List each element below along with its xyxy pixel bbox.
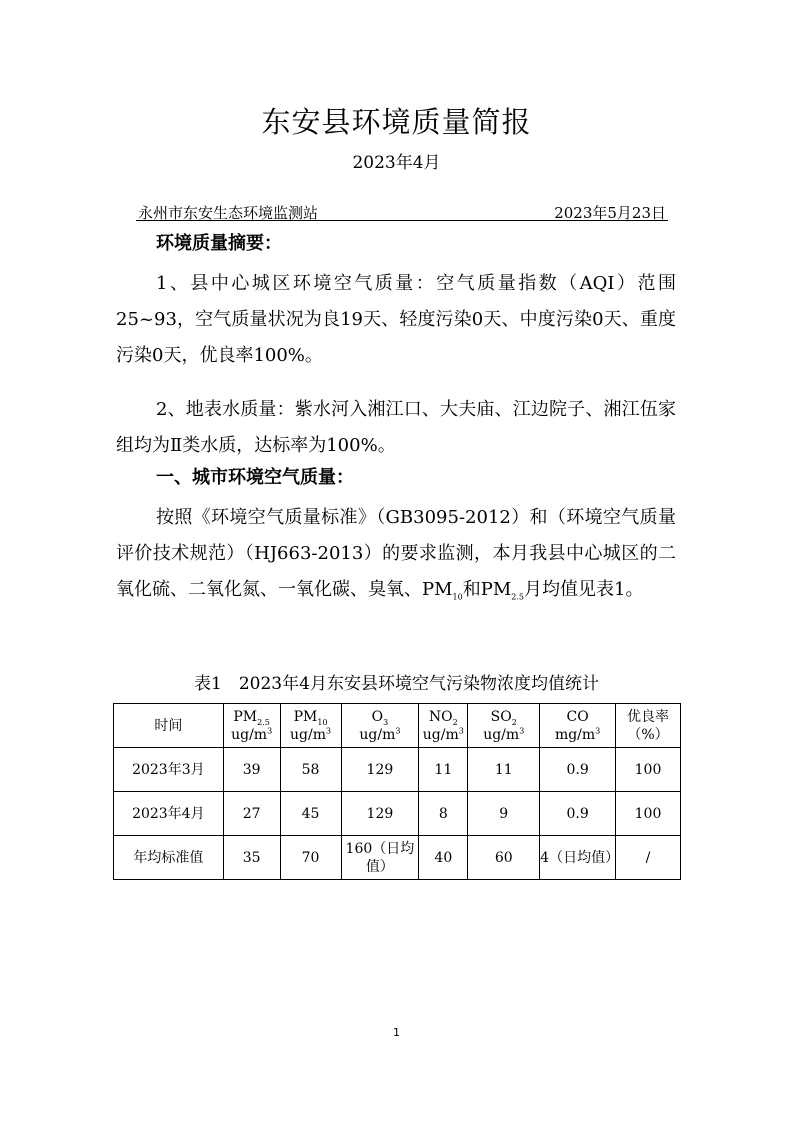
cell-pm10: 70 — [280, 836, 341, 880]
cell-pm25: 27 — [223, 792, 280, 836]
summary-air-quality: 1、县中心城区环境空气质量：空气质量指数（AQI）范围25~93，空气质量状况为良19天、轻度污染0天、中度污染0天、重度污染0天，优良率100%。 — [116, 273, 676, 366]
table-header-row — [114, 704, 681, 748]
report-month: 2023年4月 — [352, 153, 441, 173]
cell-time: 2023年4月 — [114, 792, 224, 836]
cell-no2: 8 — [419, 792, 468, 836]
pm25-label: $PM_{2.5}$ — [480, 579, 525, 602]
section1-intro — [116, 500, 676, 608]
pm10-label: $PM_{10}$ — [422, 579, 463, 602]
cell-rate: / — [616, 836, 681, 880]
header-time: 时间 — [114, 704, 224, 748]
table-row — [114, 836, 681, 880]
table-caption: 表1 2023年4月东安县环境空气污染物浓度均值统计 — [194, 674, 599, 694]
pollutant-table — [113, 703, 681, 880]
cell-no2: 40 — [419, 836, 468, 880]
page-number: 1 — [393, 1026, 400, 1039]
page-title: 东安县环境质量简报 — [261, 105, 532, 139]
cell-co: 0.9 — [540, 792, 616, 836]
table-row — [114, 748, 681, 792]
organization-name: 永州市东安生态环境监测站 — [138, 204, 319, 222]
table-row — [114, 792, 681, 836]
cell-o3: 129 — [341, 748, 419, 792]
cell-pm10: 45 — [280, 792, 341, 836]
cell-pm25: 39 — [223, 748, 280, 792]
header-co: CO $mg/m^3$ — [540, 704, 616, 748]
section1-intro-end: 月均值见表1。 — [524, 579, 644, 600]
header-rate: 优良率 （%） — [616, 704, 681, 748]
summary-water-quality: 2、地表水质量：紫水河入湘江口、大夫庙、江边院子、湘江伍家组均为Ⅱ类水质，达标率为100%。 — [116, 399, 676, 456]
cell-time: 年均标准值 — [114, 836, 224, 880]
section1-intro-main: 按照《环境空气质量标准》（GB3095-2012）和（环境空气质量评价技术规范）（HJ663-2013）的要求监测，本月我县中心城区的二氧化硫、二氧化氮、一氧化碳、臭氧、 — [116, 507, 676, 600]
cell-co: 4（日均值） — [540, 836, 616, 880]
cell-o3: 160（日均值） — [341, 836, 419, 880]
header-o3: $O_3$ $ug/m^3$ — [341, 704, 419, 748]
cell-pm25: 35 — [223, 836, 280, 880]
cell-co: 0.9 — [540, 748, 616, 792]
cell-time: 2023年3月 — [114, 748, 224, 792]
cell-pm10: 58 — [280, 748, 341, 792]
header-pm10: $PM_{10}$ $ug/m^3$ — [280, 704, 341, 748]
cell-rate: 100 — [616, 792, 681, 836]
header-pm25: $PM_{2.5}$ $ug/m^3$ — [223, 704, 280, 748]
cell-no2: 11 — [419, 748, 468, 792]
header-line — [136, 200, 668, 221]
cell-so2: 9 — [468, 792, 540, 836]
report-date: 2023年5月23日 — [554, 204, 666, 222]
header-no2: $NO_2$ $ug/m^3$ — [419, 704, 468, 748]
section1-heading: 一、城市环境空气质量： — [156, 467, 354, 488]
cell-rate: 100 — [616, 748, 681, 792]
summary-heading: 环境质量摘要： — [156, 233, 282, 254]
cell-o3: 129 — [341, 792, 419, 836]
header-so2: $SO_2$ $ug/m^3$ — [468, 704, 540, 748]
cell-so2: 11 — [468, 748, 540, 792]
cell-so2: 60 — [468, 836, 540, 880]
and-word: 和 — [462, 579, 481, 600]
